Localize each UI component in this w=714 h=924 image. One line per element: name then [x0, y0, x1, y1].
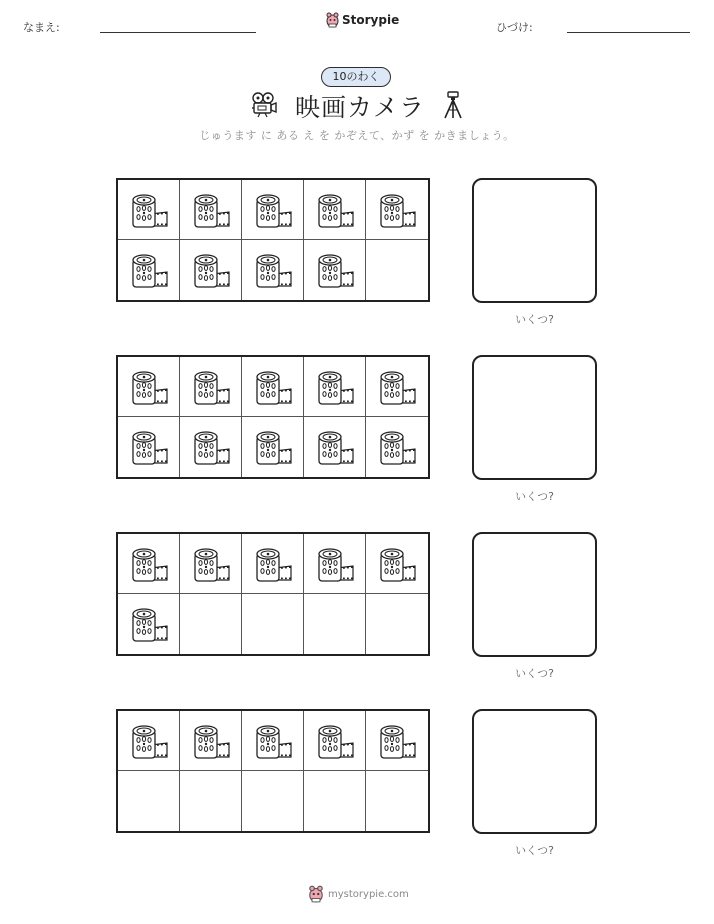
film-reel-icon	[315, 546, 355, 582]
frame-cell-filled	[242, 534, 304, 594]
film-reel-icon	[191, 723, 231, 759]
frame-cell-filled	[180, 240, 242, 300]
film-reel-icon	[129, 252, 169, 288]
ten-frame	[116, 709, 430, 833]
film-reel-icon	[377, 192, 417, 228]
frame-cell-filled	[180, 357, 242, 417]
frame-cell-filled	[242, 240, 304, 300]
ten-frame	[116, 355, 430, 479]
page-title: 映画カメラ	[295, 93, 426, 122]
film-reel-icon	[253, 369, 293, 405]
frame-cell-filled	[118, 594, 180, 654]
frame-cell-filled	[118, 240, 180, 300]
frame-cell-filled	[304, 417, 366, 477]
frame-cell-empty	[304, 771, 366, 831]
frame-cell-empty	[366, 594, 428, 654]
film-reel-icon	[129, 369, 169, 405]
answer-box[interactable]	[472, 532, 597, 657]
answer-prompt: いくつ?	[515, 667, 554, 680]
answer-box[interactable]	[472, 709, 597, 834]
film-reel-icon	[129, 723, 169, 759]
frame-cell-filled	[242, 357, 304, 417]
film-reel-icon	[191, 429, 231, 465]
film-reel-icon	[377, 546, 417, 582]
brand-name: Storypie	[342, 13, 400, 27]
mascot-icon	[308, 885, 324, 903]
frame-cell-filled	[304, 180, 366, 240]
film-reel-icon	[191, 546, 231, 582]
answer-prompt: いくつ?	[515, 313, 554, 326]
frame-cell-filled	[304, 534, 366, 594]
film-reel-icon	[377, 369, 417, 405]
answer-box[interactable]	[472, 355, 597, 480]
film-reel-icon	[191, 192, 231, 228]
mascot-icon	[326, 12, 339, 28]
ten-frame	[116, 178, 430, 302]
frame-cell-filled	[118, 417, 180, 477]
name-label: なまえ:	[23, 21, 60, 34]
footer	[308, 885, 409, 903]
frame-cell-filled	[180, 711, 242, 771]
frame-cell-filled	[242, 711, 304, 771]
brand-logo	[326, 12, 399, 28]
frame-cell-empty	[118, 771, 180, 831]
film-reel-icon	[253, 546, 293, 582]
film-reel-icon	[129, 606, 169, 642]
film-reel-icon	[253, 429, 293, 465]
name-line[interactable]	[100, 32, 256, 33]
frame-cell-filled	[118, 534, 180, 594]
footer-url[interactable]: mystorypie.com	[328, 888, 409, 900]
frame-cell-filled	[304, 357, 366, 417]
frame-cell-empty	[366, 771, 428, 831]
frame-cell-filled	[242, 417, 304, 477]
film-reel-icon	[253, 192, 293, 228]
film-reel-icon	[191, 252, 231, 288]
frame-cell-empty	[366, 240, 428, 300]
frame-cell-filled	[118, 711, 180, 771]
film-reel-icon	[253, 252, 293, 288]
film-reel-icon	[191, 369, 231, 405]
film-reel-icon	[253, 723, 293, 759]
frame-cell-filled	[366, 357, 428, 417]
answer-box[interactable]	[472, 178, 597, 303]
ten-frame	[116, 532, 430, 656]
frame-cell-empty	[242, 594, 304, 654]
frame-cell-filled	[180, 534, 242, 594]
instructions: じゅうます に ある え を かぞえて、かず を かきましょう。	[199, 129, 515, 142]
frame-cell-empty	[304, 594, 366, 654]
frame-cell-filled	[366, 534, 428, 594]
film-camera-icon	[250, 92, 278, 118]
film-reel-icon	[315, 192, 355, 228]
frame-cell-filled	[366, 180, 428, 240]
frame-cell-filled	[242, 180, 304, 240]
frame-cell-filled	[118, 357, 180, 417]
date-line[interactable]	[567, 32, 690, 33]
frame-cell-empty	[180, 594, 242, 654]
frame-cell-filled	[180, 180, 242, 240]
tripod-icon	[441, 90, 465, 120]
film-reel-icon	[315, 429, 355, 465]
frame-cell-filled	[180, 417, 242, 477]
frame-cell-empty	[242, 771, 304, 831]
frame-cell-filled	[118, 180, 180, 240]
film-reel-icon	[315, 252, 355, 288]
film-reel-icon	[129, 192, 169, 228]
film-reel-icon	[315, 369, 355, 405]
date-label: ひづけ:	[496, 21, 533, 34]
film-reel-icon	[129, 546, 169, 582]
frame-cell-filled	[366, 711, 428, 771]
film-reel-icon	[377, 429, 417, 465]
answer-prompt: いくつ?	[515, 490, 554, 503]
frame-cell-filled	[304, 711, 366, 771]
frame-cell-filled	[366, 417, 428, 477]
answer-prompt: いくつ?	[515, 844, 554, 857]
film-reel-icon	[129, 429, 169, 465]
film-reel-icon	[315, 723, 355, 759]
frame-cell-empty	[180, 771, 242, 831]
ten-frame-badge: 10のわく	[321, 67, 391, 87]
frame-cell-filled	[304, 240, 366, 300]
film-reel-icon	[377, 723, 417, 759]
